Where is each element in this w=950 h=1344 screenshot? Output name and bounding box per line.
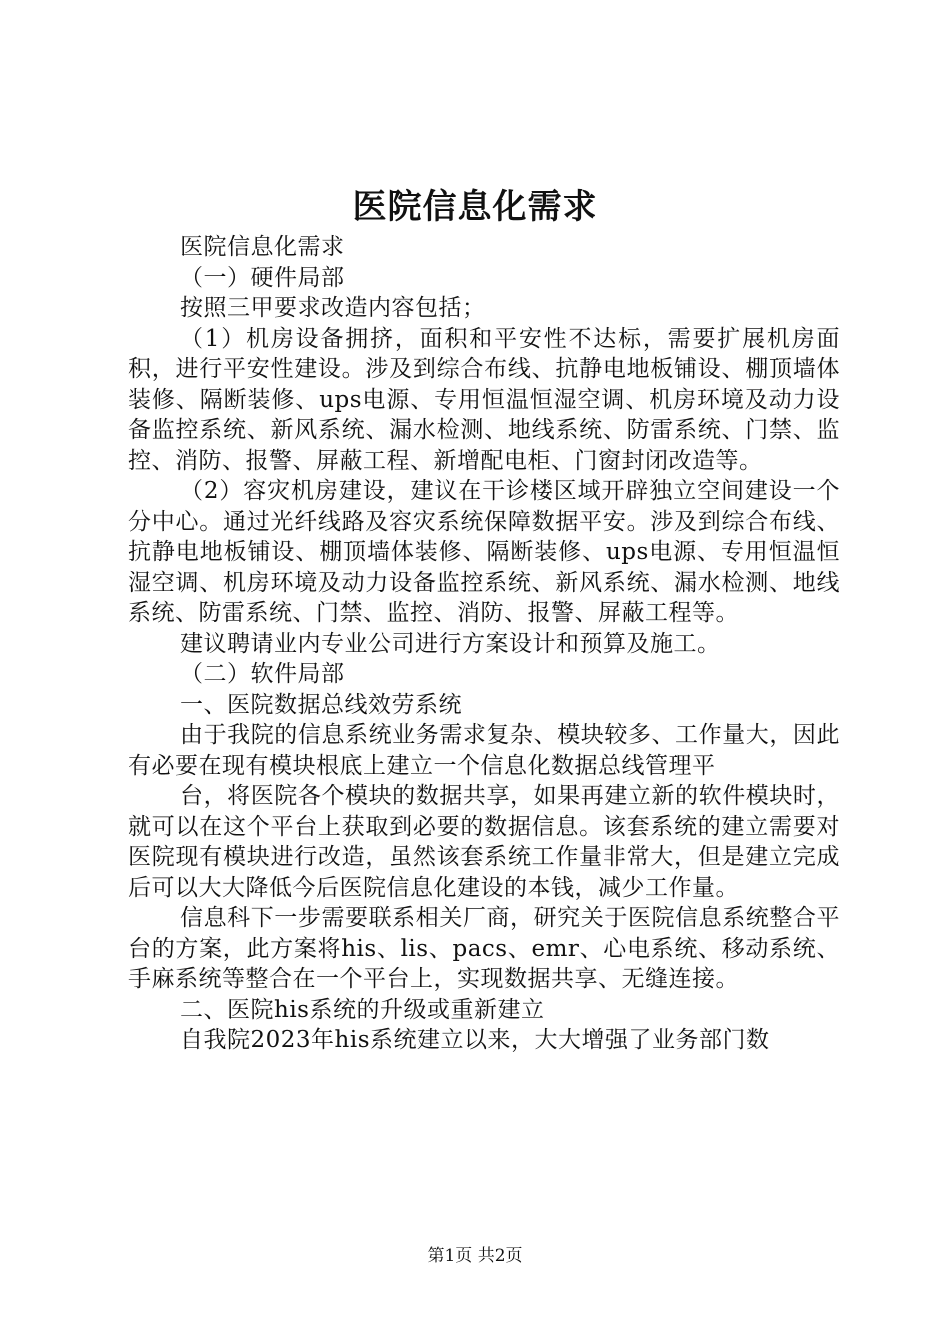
paragraph-item-2: （2）容灾机房建设，建议在干诊楼区域开辟独立空间建设一个分中心。通过光纤线路及容灾系统保障数据平安。涉及到综合布线、抗静电地板铺设、棚顶墙体装修、隔断装修、ups电源、专用恒温恒湿空调、机房环境及动力设备监控系统、新风系统、漏水检测、地线系统、防雷系统、门禁、监控、消防、报警、屏蔽工程等。 <box>128 478 840 626</box>
paragraph-recommendation: 建议聘请业内专业公司进行方案设计和预算及施工。 <box>180 630 721 657</box>
paragraph-software-section: （二）软件局部 <box>180 661 345 687</box>
paragraph-integration-plan: 信息科下一步需要联系相关厂商，研究关于医院信息系统整合平台的方案，此方案将his、lis、pacs、emr、心电系统、移动系统、手麻系统等整合在一个平台上，实现数据共享、无缝连接。 <box>128 905 840 992</box>
paragraph-bus-system-a: 由于我院的信息系统业务需求复杂、模块较多、工作量大，因此有必要在现有模块根底上建立一个信息化数据总线管理平 <box>128 722 840 779</box>
paragraph-subsection-1: 一、医院数据总线效劳系统 <box>180 691 462 718</box>
paragraph-subsection-2: 二、医院his系统的升级或重新建立 <box>180 996 545 1023</box>
paragraph-his-history: 自我院2023年his系统建立以来，大大增强了业务部门数 <box>180 1027 770 1053</box>
paragraph-heading-repeat: 医院信息化需求 <box>180 234 345 260</box>
paragraph-item-1: （1）机房设备拥挤，面积和平安性不达标，需要扩展机房面积，进行平安性建设。涉及到综合布线、抗静电地板铺设、棚顶墙体装修、隔断装修、ups电源、专用恒温恒湿空调、机房环境及动力设备监控系统、新风系统、漏水检测、地线系统、防雷系统、门禁、监控、消防、报警、屏蔽工程、新增配电柜、门窗封闭改造等。 <box>128 325 840 474</box>
page-footer: 第1页 共2页 <box>427 1246 523 1266</box>
document-title: 医院信息化需求 <box>352 187 598 227</box>
document-body <box>128 232 840 1056</box>
paragraph-hardware-section: （一）硬件局部 <box>180 264 345 291</box>
paragraph-requirements-intro: 按照三甲要求改造内容包括； <box>180 295 486 321</box>
paragraph-bus-system-b: 台，将医院各个模块的数据共享，如果再建立新的软件模块时，就可以在这个平台上获取到必要的数据信息。该套系统的建立需要对医院现有模块进行改造，虽然该套系统工作量非常大，但是建立完成后可以大大降低今后医院信息化建设的本钱，减少工作量。 <box>128 783 840 901</box>
